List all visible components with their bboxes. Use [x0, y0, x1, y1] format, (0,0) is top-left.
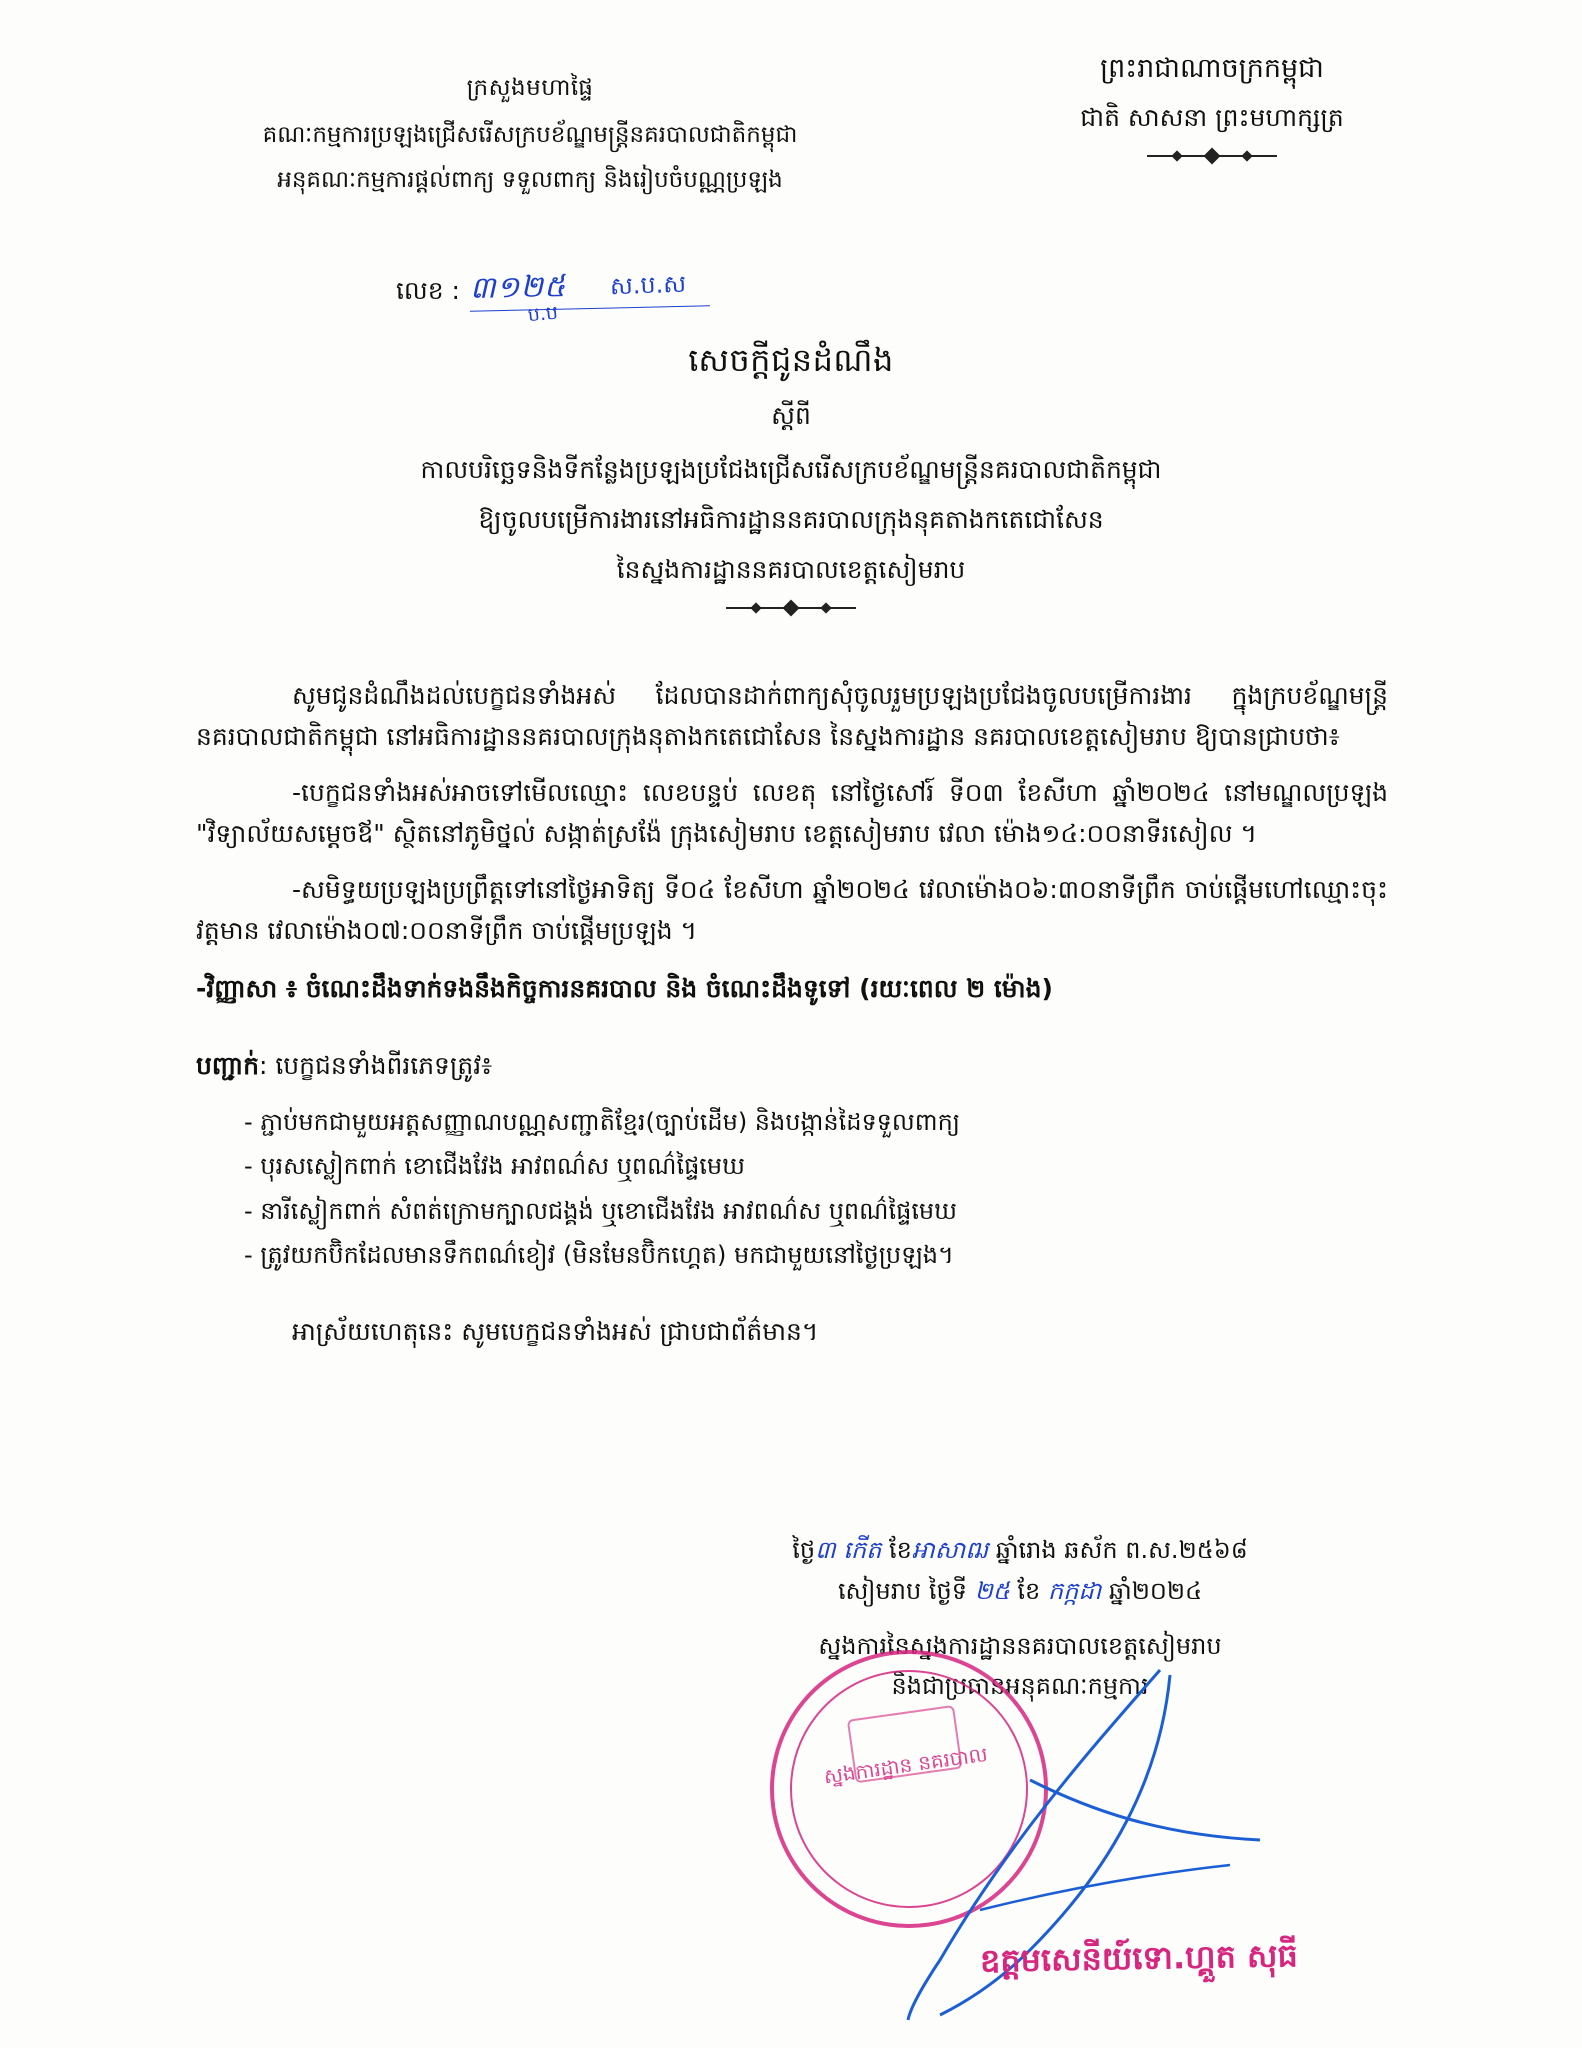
list-item: - នារីស្លៀកពាក់ សំពត់ក្រោមក្បាលជង្គង់ ឬខោជើងវែង អាវពណ៌ស ឬពណ៌ផ្ទៃមេឃ — [244, 1196, 958, 1225]
national-motto: ជាតិ សាសនា ព្រះមហាក្សត្រ — [1080, 103, 1344, 132]
paragraph-item-1 — [196, 773, 1388, 854]
date-day-handwritten: ៣ កើត — [815, 1536, 882, 1564]
page-title: សេចក្តីជូនដំណឹង — [688, 341, 894, 379]
title-block — [0, 340, 1582, 615]
paragraph-item-1-text: -បេក្ខជនទាំងអស់អាចទៅមើលឈ្មោះ លេខបន្ទប់ លេខតុ នៅថ្ងៃសៅរ៍ ទី០៣ ខែសីហា ឆ្នាំ២០២៤ នៅមណ្ឌលប្រឡង "វិទ្យាល័យសម្តេចឪ" ស្ថិតនៅភូមិថ្នល់ សង្កាត់ស្រង៉ែ ក្រុងសៀមរាប ខេត្តសៀមរាប វេលា ម៉ោង១៤:០០នាទីរសៀល ។ — [196, 778, 1388, 848]
title-line-1: កាលបរិច្ឆេទនិងទីកន្លែងប្រឡងប្រជែងជ្រើសរើសក្របខ័ណ្ឌមន្ត្រីនគរបាលជាតិកម្ពុជា — [420, 455, 1162, 484]
place-month-label: ខែ — [1017, 1576, 1041, 1605]
signer-office: ស្នងការនៃស្នងការដ្ឋាននគរបាលខេត្តសៀមរាប — [818, 1631, 1222, 1660]
date-year: ឆ្នាំរោង ឆស័ក ព.ស.២៥៦៨ — [995, 1536, 1248, 1564]
note-text: : បេក្ខជនទាំងពីរភេទត្រូវ៖ — [259, 1050, 493, 1080]
subcommittee-name: អនុគណៈកម្មការផ្តល់ពាក្យ ទទួលពាក្យ និងរៀបចំបណ្ណប្រឡង — [277, 167, 783, 193]
document-number-suffix: ស.ប.ស — [609, 269, 687, 301]
date-month-label: ខែ — [889, 1536, 912, 1564]
document-number-label: លេខ : — [396, 276, 460, 305]
place-month-handwritten: កក្កដា — [1047, 1576, 1102, 1605]
title-line-2: ឱ្យចូលបម្រើការងារនៅអធិការដ្ឋាននគរបាលក្រុងនុគតាងកតេជោសែន — [478, 505, 1104, 534]
ornament-divider-2-icon — [726, 601, 856, 615]
paragraph-intro — [196, 676, 1388, 757]
date-prefix: ថ្ងៃ — [792, 1536, 816, 1564]
document-number-sub: ប.ប — [526, 301, 559, 327]
committee-name: គណៈកម្មការប្រឡងជ្រើសរើសក្របខ័ណ្ឌមន្ត្រីនគរបាលជាតិកម្ពុជា — [262, 122, 798, 148]
kingdom-title: ព្រះរាជាណាចក្រកម្ពុជា — [1100, 53, 1324, 84]
paragraph-intro-text: សូមជូនដំណឹងដល់បេក្ខជនទាំងអស់ ដែលបានដាក់ពាក្យសុំចូលរួមប្រឡងប្រជែងចូលបម្រើការងារ ក្នុងក្របខ័ណ្ឌមន្ត្រីនគរបាលជាតិកម្ពុជា នៅអធិការដ្ឋាននគរបាលក្រុងនុតាងកតេជោសែន នៃស្នងការដ្ឋាន នគរបាលខេត្តសៀមរាប ឱ្យបានជ្រាបថា៖ — [196, 681, 1388, 751]
ministry-header — [180, 74, 880, 199]
note-label: បញ្ជាក់ — [196, 1050, 259, 1080]
date-month-handwritten: អាសាឍ — [911, 1536, 989, 1564]
signer-role: និងជាប្រធានអនុគណៈកម្មការ — [891, 1672, 1149, 1701]
title-line-3: នៃស្នងការដ្ឋាននគរបាលខេត្តសៀមរាប — [616, 555, 966, 584]
ministry-name: ក្រសួងមហាផ្ទៃ — [466, 75, 594, 101]
closing-paragraph — [196, 1312, 1388, 1353]
gregorian-date-line — [700, 1571, 1340, 1612]
signer-name: ឧត្តមសេនីយ៍ទោ.ហ្គួត សុធី — [979, 1936, 1299, 1980]
buddhist-date-line — [700, 1530, 1340, 1571]
list-item: - ត្រូវយកប៊ិកដែលមានទឹកពណ៌ខៀវ (មិនមែនប៊ិកហ្គេត) មកជាមួយនៅថ្ងៃប្រឡង។ — [244, 1241, 954, 1270]
document-number-value: ៣១២៥ — [469, 268, 567, 307]
paragraph-item-2 — [196, 870, 1388, 951]
closing-text: អាស្រ័យហេតុនេះ សូមបេក្ខជនទាំងអស់ ជ្រាបជាព័ត៌មាន។ — [292, 1316, 819, 1346]
list-item: - ភ្ជាប់មកជាមួយអត្តសញ្ញាណបណ្ណសញ្ជាតិខ្មែរ(ច្បាប់ដើម) និងបង្កាន់ដៃទទួលពាក្យ — [244, 1108, 961, 1136]
requirements-list — [244, 1100, 1388, 1278]
list-item: - បុរសស្លៀកពាក់ ខោជើងវែង អាវពណ៌ស ឬពណ៌ផ្ទៃមេឃ — [244, 1152, 746, 1181]
exam-subject-line: -វិញ្ញាសា ៖ ចំណេះដឹងទាក់ទងនឹងកិច្ចការនគរបាល និង ចំណេះដឹងទូទៅ (រយៈពេល ២ ម៉ោង) — [196, 974, 1053, 1003]
stamp-emblem-icon — [847, 1705, 963, 1783]
signature-block — [700, 1530, 1340, 1707]
place-day-handwritten: ២៥ — [974, 1576, 1010, 1605]
stamp-text: ស្នងការដ្ឋាន នគរបាល — [822, 1741, 990, 1789]
place-year: ឆ្នាំ២០២៤ — [1108, 1576, 1203, 1605]
note-heading — [196, 1046, 1388, 1087]
paragraph-item-2-text: -សមិទ្ធយប្រឡងប្រព្រឹត្តទៅនៅថ្ងៃអាទិត្យ ទី០៤ ខែសីហា ឆ្នាំ២០២៤ វេលាម៉ោង០៦:៣០នាទីព្រឹក ចាប់ផ្តើមហៅឈ្មោះចុះវត្តមាន វេលាម៉ោង០៧:០០នាទីព្រឹក ចាប់ផ្តើមប្រឡង ។ — [196, 875, 1388, 945]
national-header — [982, 52, 1442, 163]
document-header — [0, 34, 1582, 254]
document-body — [196, 676, 1388, 1352]
place-prefix: សៀមរាប ថ្ងៃទី — [837, 1576, 967, 1605]
title-about-label: ស្តីពី — [771, 401, 811, 430]
ornament-divider-icon — [1147, 149, 1277, 163]
